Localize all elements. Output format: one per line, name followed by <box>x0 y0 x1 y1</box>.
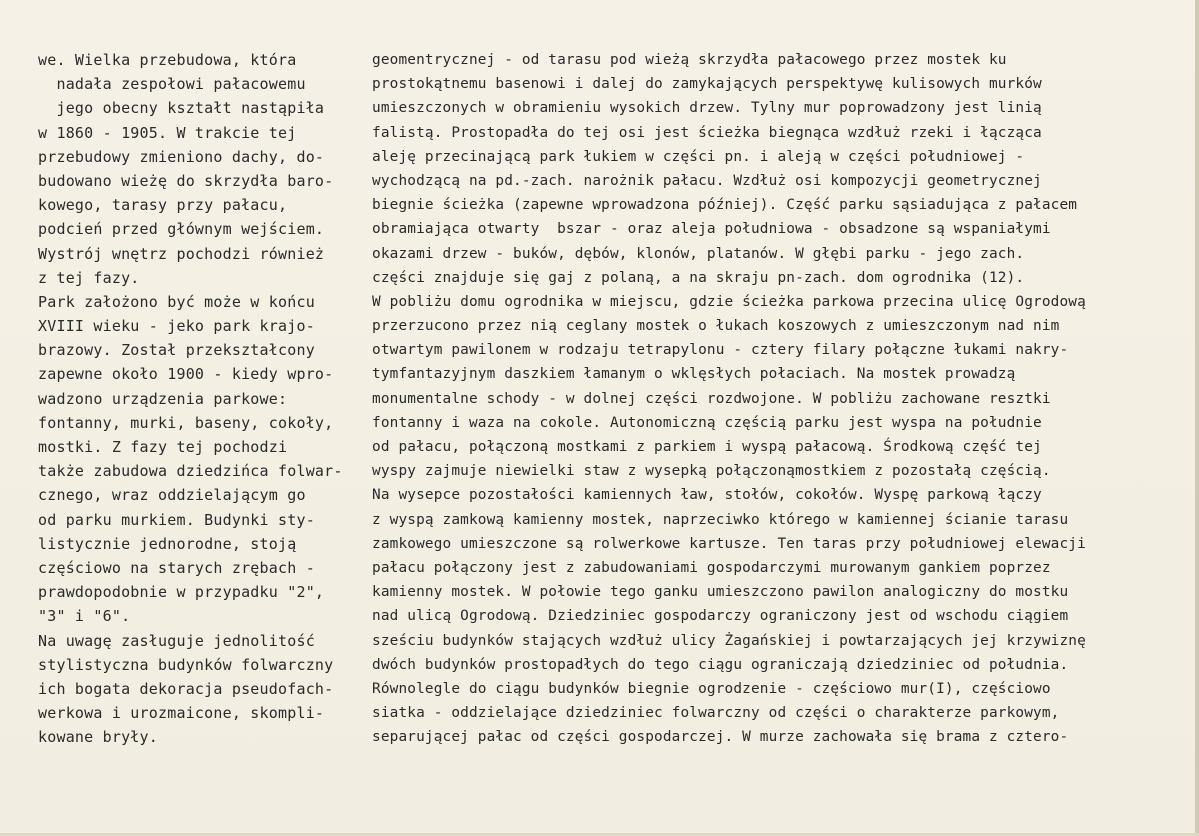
text-line: umieszczonych w obramieniu wysokich drzew. Tylny mur poprowadzony jest linią <box>372 100 1042 117</box>
text-line: falistą. Prostopadła do tej osi jest ścieżka biegnąca wzdłuż rzeki i łącząca <box>372 124 1042 141</box>
text-line: listycznie jednorodne, stoją <box>38 534 297 553</box>
text-line: wyspy zajmuje niewielki staw z wysepką połączonąmostkiem z pozostałą częścią. <box>372 463 1051 480</box>
text-line: mostki. Z fazy tej pochodzi <box>38 438 288 456</box>
text-line: fontanny, murki, baseny, cokoły, <box>38 413 334 432</box>
text-line: od pałacu, połączoną mostkami z parkiem i wyspą pałacową. Środkową część tej <box>372 439 1042 455</box>
text-line: wadzono urządzenia parkowe: <box>38 389 288 408</box>
text-line: aleję przecinającą park łukiem w części pn. i aleją w części południowej - <box>372 148 1025 165</box>
text-line: tymfantazyjnym daszkiem łamanym o wklęsłych połaciach. Na mostek prowadzą <box>372 366 1016 383</box>
page-edge-right <box>1195 0 1199 836</box>
text-line: budowano wieżę do skrzydła baro- <box>38 171 334 190</box>
text-line: ich bogata dekoracja pseudofach- <box>38 679 334 698</box>
text-line: Na uwagę zasługuje jednolitość <box>38 631 315 650</box>
text-line: prostokątnemu basenowi i dalej do zamykających perspektywę kulisowych murków <box>372 76 1042 93</box>
text-line: "3" i "6". <box>38 607 131 626</box>
text-line: siatka - oddzielające dziedziniec folwarczny od części o charakterze parkowym, <box>372 705 1060 722</box>
text-line: dwóch budynków prostopadłych do tego ciągu ograniczają dziedziniec od południa. <box>372 656 1069 673</box>
text-line: także zabudowa dziedzińca folwar- <box>38 462 343 481</box>
text-line: biegnie ścieżka (zapewne wprowadzona później). Część parku sąsiadująca z pałacem <box>372 197 1078 214</box>
text-line: przebudowy zmieniono dachy, do- <box>38 147 325 166</box>
text-line: sześciu budynków stających wzdłuż ulicy Żagańskiej i powtarzających jej krzywiznę <box>372 632 1086 649</box>
text-line: brazowy. Został przekształcony <box>38 341 315 360</box>
text-line: Park założono być może w końcu <box>38 292 315 311</box>
text-line: W pobliżu domu ogrodnika w miejscu, gdzie ścieżka parkowa przecina ulicę Ogrodową <box>372 293 1086 310</box>
text-line: prawdopodobnie w przypadku "2", <box>38 583 325 602</box>
text-line: XVIII wieku - jeko park krajo- <box>38 317 315 336</box>
text-line: kamienny mostek. W połowie tego ganku umieszczono pawilon analogiczny do mostku <box>372 584 1069 601</box>
text-line: części znajduje się gaj z polaną, a na skraju pn-zach. dom ogrodnika (12). <box>372 269 1025 286</box>
text-line: nad ulicą Ogrodową. Dziedziniec gospodarczy ograniczony jest od wschodu ciągiem <box>372 608 1069 625</box>
text-line: zapewne około 1900 - kiedy wpro- <box>38 365 334 384</box>
text-line: kowane bryły. <box>38 728 158 747</box>
text-line: od parku murkiem. Budynki sty- <box>38 510 315 529</box>
text-line: obramiająca otwarty bszar - oraz aleja południowa - obsadzone są wspaniałymi <box>372 221 1051 238</box>
text-line: kowego, tarasy przy pałacu, <box>38 196 288 215</box>
text-line: jego obecny kształt nastąpiła <box>38 99 325 118</box>
text-line: Równolegle do ciągu budynków biegnie ogrodzenie - częściowo mur(I), częściowo <box>372 680 1051 697</box>
text-line: pałacu połączony jest z zabudowaniami gospodarczymi murowanym gankiem poprzez <box>372 559 1051 576</box>
text-line: nadała zespołowi pałacowemu <box>38 75 306 94</box>
text-line: geomentrycznej - od tarasu pod wieżą skrzydła pałacowego przez mostek ku <box>372 52 1007 68</box>
text-line: w 1860 - 1905. W trakcie tej <box>38 123 297 142</box>
text-line: podcień przed głównym wejściem. <box>38 220 325 239</box>
text-line: separującej pałac od części gospodarczej. W murze zachowała się brama z cztero- <box>372 729 1069 746</box>
text-line: z tej fazy. <box>38 268 140 287</box>
text-line: monumentalne schody - w dolnej części rozdwojone. W pobliżu zachowane resztki <box>372 390 1051 407</box>
text-line: cznego, wraz oddzielającym go <box>38 486 306 505</box>
text-line: Na wysepce pozostałości kamiennych ław, stołów, cokołów. Wyspę parkową łączy <box>372 487 1042 504</box>
text-line: zamkowego umieszczone są rolwerkowe kartusze. Ten taras przy południowej elewacji <box>372 535 1086 552</box>
text-line: częściowo na starych zrębach - <box>38 558 315 577</box>
text-line: otwartym pawilonem w rodzaju tetrapylonu - cztery filary połączne łukami nakry- <box>372 342 1069 359</box>
text-line: przerzucono przez nią ceglany mostek o łukach koszowych z umieszczonym nad nim <box>372 318 1060 335</box>
text-line: werkowa i urozmaicone, skompli- <box>38 704 325 723</box>
text-line: fontanny i waza na cokole. Autonomiczną częścią parku jest wyspa na południe <box>372 414 1042 431</box>
right-text-column <box>372 48 1194 749</box>
text-line: stylistyczna budynków folwarczny <box>38 655 334 674</box>
text-line: we. Wielka przebudowa, która <box>38 51 297 69</box>
text-line: wychodzącą na pd.-zach. narożnik pałacu. Wzdłuż osi kompozycji geometrycznej <box>372 172 1042 189</box>
left-text-column <box>38 48 378 749</box>
text-line: okazami drzew - buków, dębów, klonów, platanów. W głębi parku - jego zach. <box>372 245 1025 262</box>
text-line: Wystrój wnętrz pochodzi również <box>38 244 325 263</box>
text-line: z wyspą zamkową kamienny mostek, naprzeciwko którego w kamiennej ścianie tarasu <box>372 511 1069 528</box>
